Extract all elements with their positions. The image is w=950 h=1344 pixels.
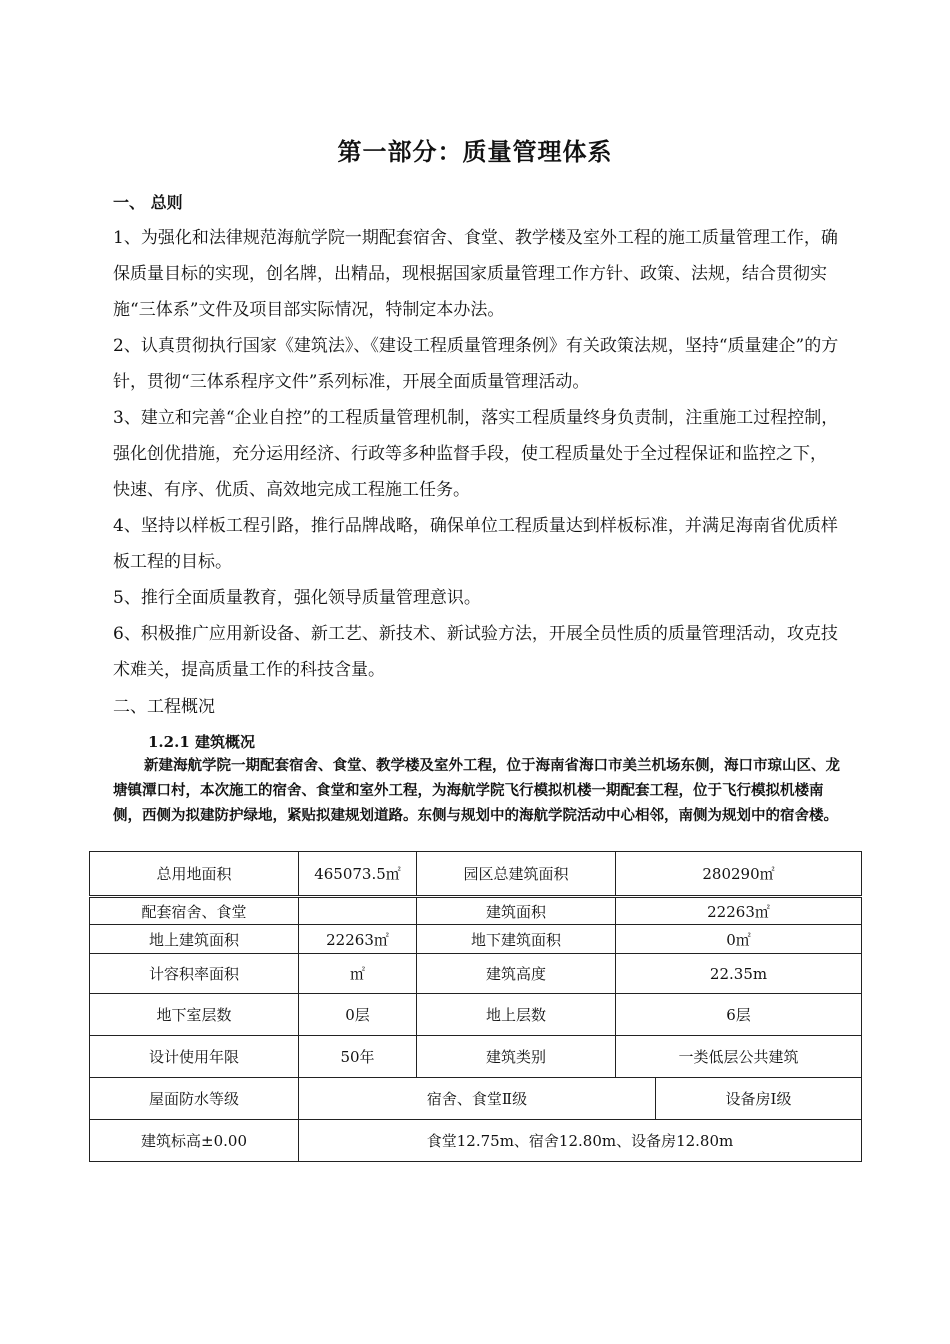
table-cell: 22.35m [616,954,862,994]
table-row [90,897,862,925]
table-cell: 宿舍、食堂Ⅱ级 [299,1078,656,1120]
project-description: 新建海航学院一期配套宿舍、食堂、教学楼及室外工程，位于海南省海口市美兰机场东侧，海口市琼山区、龙塘镇潭口村，本次施工的宿舍、食堂和室外工程，为海航学院飞行模拟机楼一期配套工程，位于飞行模拟机楼南侧，西侧为拟建防护绿地，紧贴拟建规划道路。东侧与规划中的海航学院活动中心相邻，南侧为规划中的宿舍楼。 [113,757,840,824]
page-title: 第一部分：质量管理体系 [337,137,613,166]
table-cell: 设备房Ⅰ级 [656,1078,862,1120]
table-row [90,1036,862,1078]
paragraph-2: 2、认真贯彻执行国家《建筑法》、《建设工程质量管理条例》有关政策法规，坚持“质量建企”的方针，贯彻“三体系程序文件”系列标准，开展全面质量管理活动。 [113,336,839,392]
table-row [90,1078,862,1120]
table-cell: ㎡ [299,954,417,994]
table-cell [299,897,417,925]
table-row [90,925,862,954]
table-cell: 6层 [616,994,862,1036]
table-cell: 22263㎡ [616,897,862,925]
table-cell: 屋面防水等级 [90,1078,299,1120]
table-cell: 设计使用年限 [90,1036,299,1078]
table-cell: 465073.5㎡ [299,852,417,897]
table-cell: 22263㎡ [299,925,417,954]
table-row [90,1120,862,1162]
paragraph-3: 3、建立和完善“企业自控”的工程质量管理机制，落实工程质量终身负责制，注重施工过程控制，强化创优措施，充分运用经济、行政等多种监督手段，使工程质量处于全过程保证和监控之下，快速、有序、优质、高效地完成工程施工任务。 [113,408,839,500]
table-cell: 建筑类别 [417,1036,616,1078]
table-row [90,852,862,897]
table-cell: 0㎡ [616,925,862,954]
table-cell: 园区总建筑面积 [417,852,616,897]
section-heading-overview: 二、工程概况 [113,697,215,717]
table-cell: 地上层数 [417,994,616,1036]
table-cell: 总用地面积 [90,852,299,897]
table-cell: 0层 [299,994,417,1036]
table-cell: 计容积率面积 [90,954,299,994]
table-cell: 地下室层数 [90,994,299,1036]
table-cell: 建筑面积 [417,897,616,925]
table-cell: 地下建筑面积 [417,925,616,954]
table-cell: 50年 [299,1036,417,1078]
table-cell: 建筑高度 [417,954,616,994]
subsection-heading: 1.2.1 建筑概况 [148,733,255,751]
paragraph-1: 1、为强化和法律规范海航学院一期配套宿舍、食堂、教学楼及室外工程的施工质量管理工作，确保质量目标的实现，创名牌，出精品，现根据国家质量管理工作方针、政策、法规，结合贯彻实施“三体系”文件及项目部实际情况，特制定本办法。 [113,228,838,320]
table-cell: 建筑标高±0.00 [90,1120,299,1162]
table-row [90,994,862,1036]
table-cell: 配套宿舍、食堂 [90,897,299,925]
section-heading-general: 一、 总则 [113,193,183,212]
paragraph-6: 6、积极推广应用新设备、新工艺、新技术、新试验方法，开展全员性质的质量管理活动，攻克技术难关，提高质量工作的科技含量。 [113,624,838,680]
table-row [90,954,862,994]
paragraph-4: 4、坚持以样板工程引路，推行品牌战略，确保单位工程质量达到样板标准，并满足海南省优质样板工程的目标。 [113,516,838,572]
project-info-table [89,851,862,1162]
table-cell: 280290㎡ [616,852,862,897]
table-cell: 地上建筑面积 [90,925,299,954]
table-cell: 一类低层公共建筑 [616,1036,862,1078]
table-cell: 食堂12.75m、宿舍12.80m、设备房12.80m [299,1120,862,1162]
paragraph-5: 5、推行全面质量教育，强化领导质量管理意识。 [113,588,481,608]
